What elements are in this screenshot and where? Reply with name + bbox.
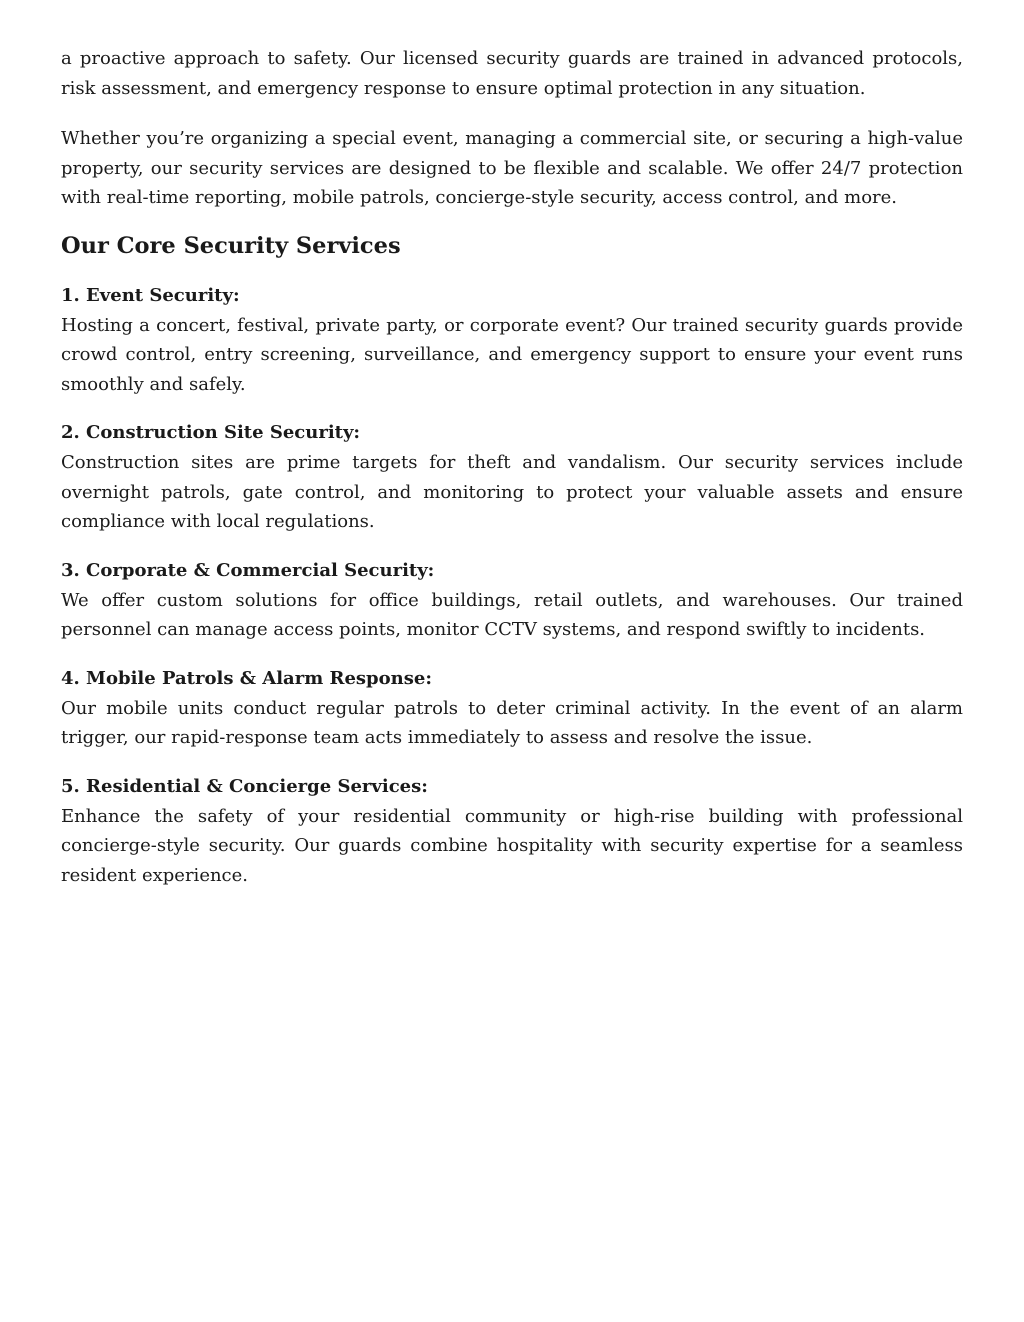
service-item: [61, 418, 963, 537]
service-item: [61, 556, 963, 645]
services-list: [61, 281, 963, 891]
intro-paragraph: Whether you’re organizing a special event, managing a commercial site, or securing a high-value property, our security services are designed to be flexible and scalable. We offer 24/7 protection with real-time reporting, mobile patrols, concierge-style security, access control, and more.: [61, 128, 963, 208]
service-description: Hosting a concert, festival, private party, or corporate event? Our trained security guards provide crowd control, entry screening, surveillance, and emergency support to ensure your event runs smoothly and safely.: [61, 314, 963, 395]
section-heading: Our Core Security Services: [61, 232, 401, 259]
intro-paragraph: a proactive approach to safety. Our licensed security guards are trained in advanced protocols, risk assessment, and emergency response to ensure optimal protection in any situation.: [61, 48, 963, 99]
service-title: 1. Event Security:: [61, 284, 240, 306]
service-title: 3. Corporate & Commercial Security:: [61, 559, 435, 581]
service-title: 2. Construction Site Security:: [61, 422, 361, 443]
service-description: Construction sites are prime targets for theft and vandalism. Our security services include overnight patrols, gate control, and monitoring to protect your valuable assets and ensure compliance with local regulations.: [61, 452, 963, 532]
service-description: Enhance the safety of your residential community or high-rise building with professional concierge-style security. Our guards combine hospitality with security expertise for a seamless resident experience.: [61, 805, 963, 886]
service-item: [61, 664, 963, 753]
service-title: 5. Residential & Concierge Services:: [61, 775, 428, 797]
service-description: Our mobile units conduct regular patrols to deter criminal activity. In the event of an alarm trigger, our rapid-response team acts immediately to assess and resolve the issue.: [61, 697, 963, 748]
intro-section: [61, 44, 963, 213]
service-item: [61, 772, 963, 891]
service-description: We offer custom solutions for office buildings, retail outlets, and warehouses. Our trained personnel can manage access points, monitor CCTV systems, and respond swiftly to incidents.: [61, 589, 963, 640]
service-item: [61, 281, 963, 400]
service-title: 4. Mobile Patrols & Alarm Response:: [61, 667, 432, 689]
document-page: [61, 44, 963, 909]
